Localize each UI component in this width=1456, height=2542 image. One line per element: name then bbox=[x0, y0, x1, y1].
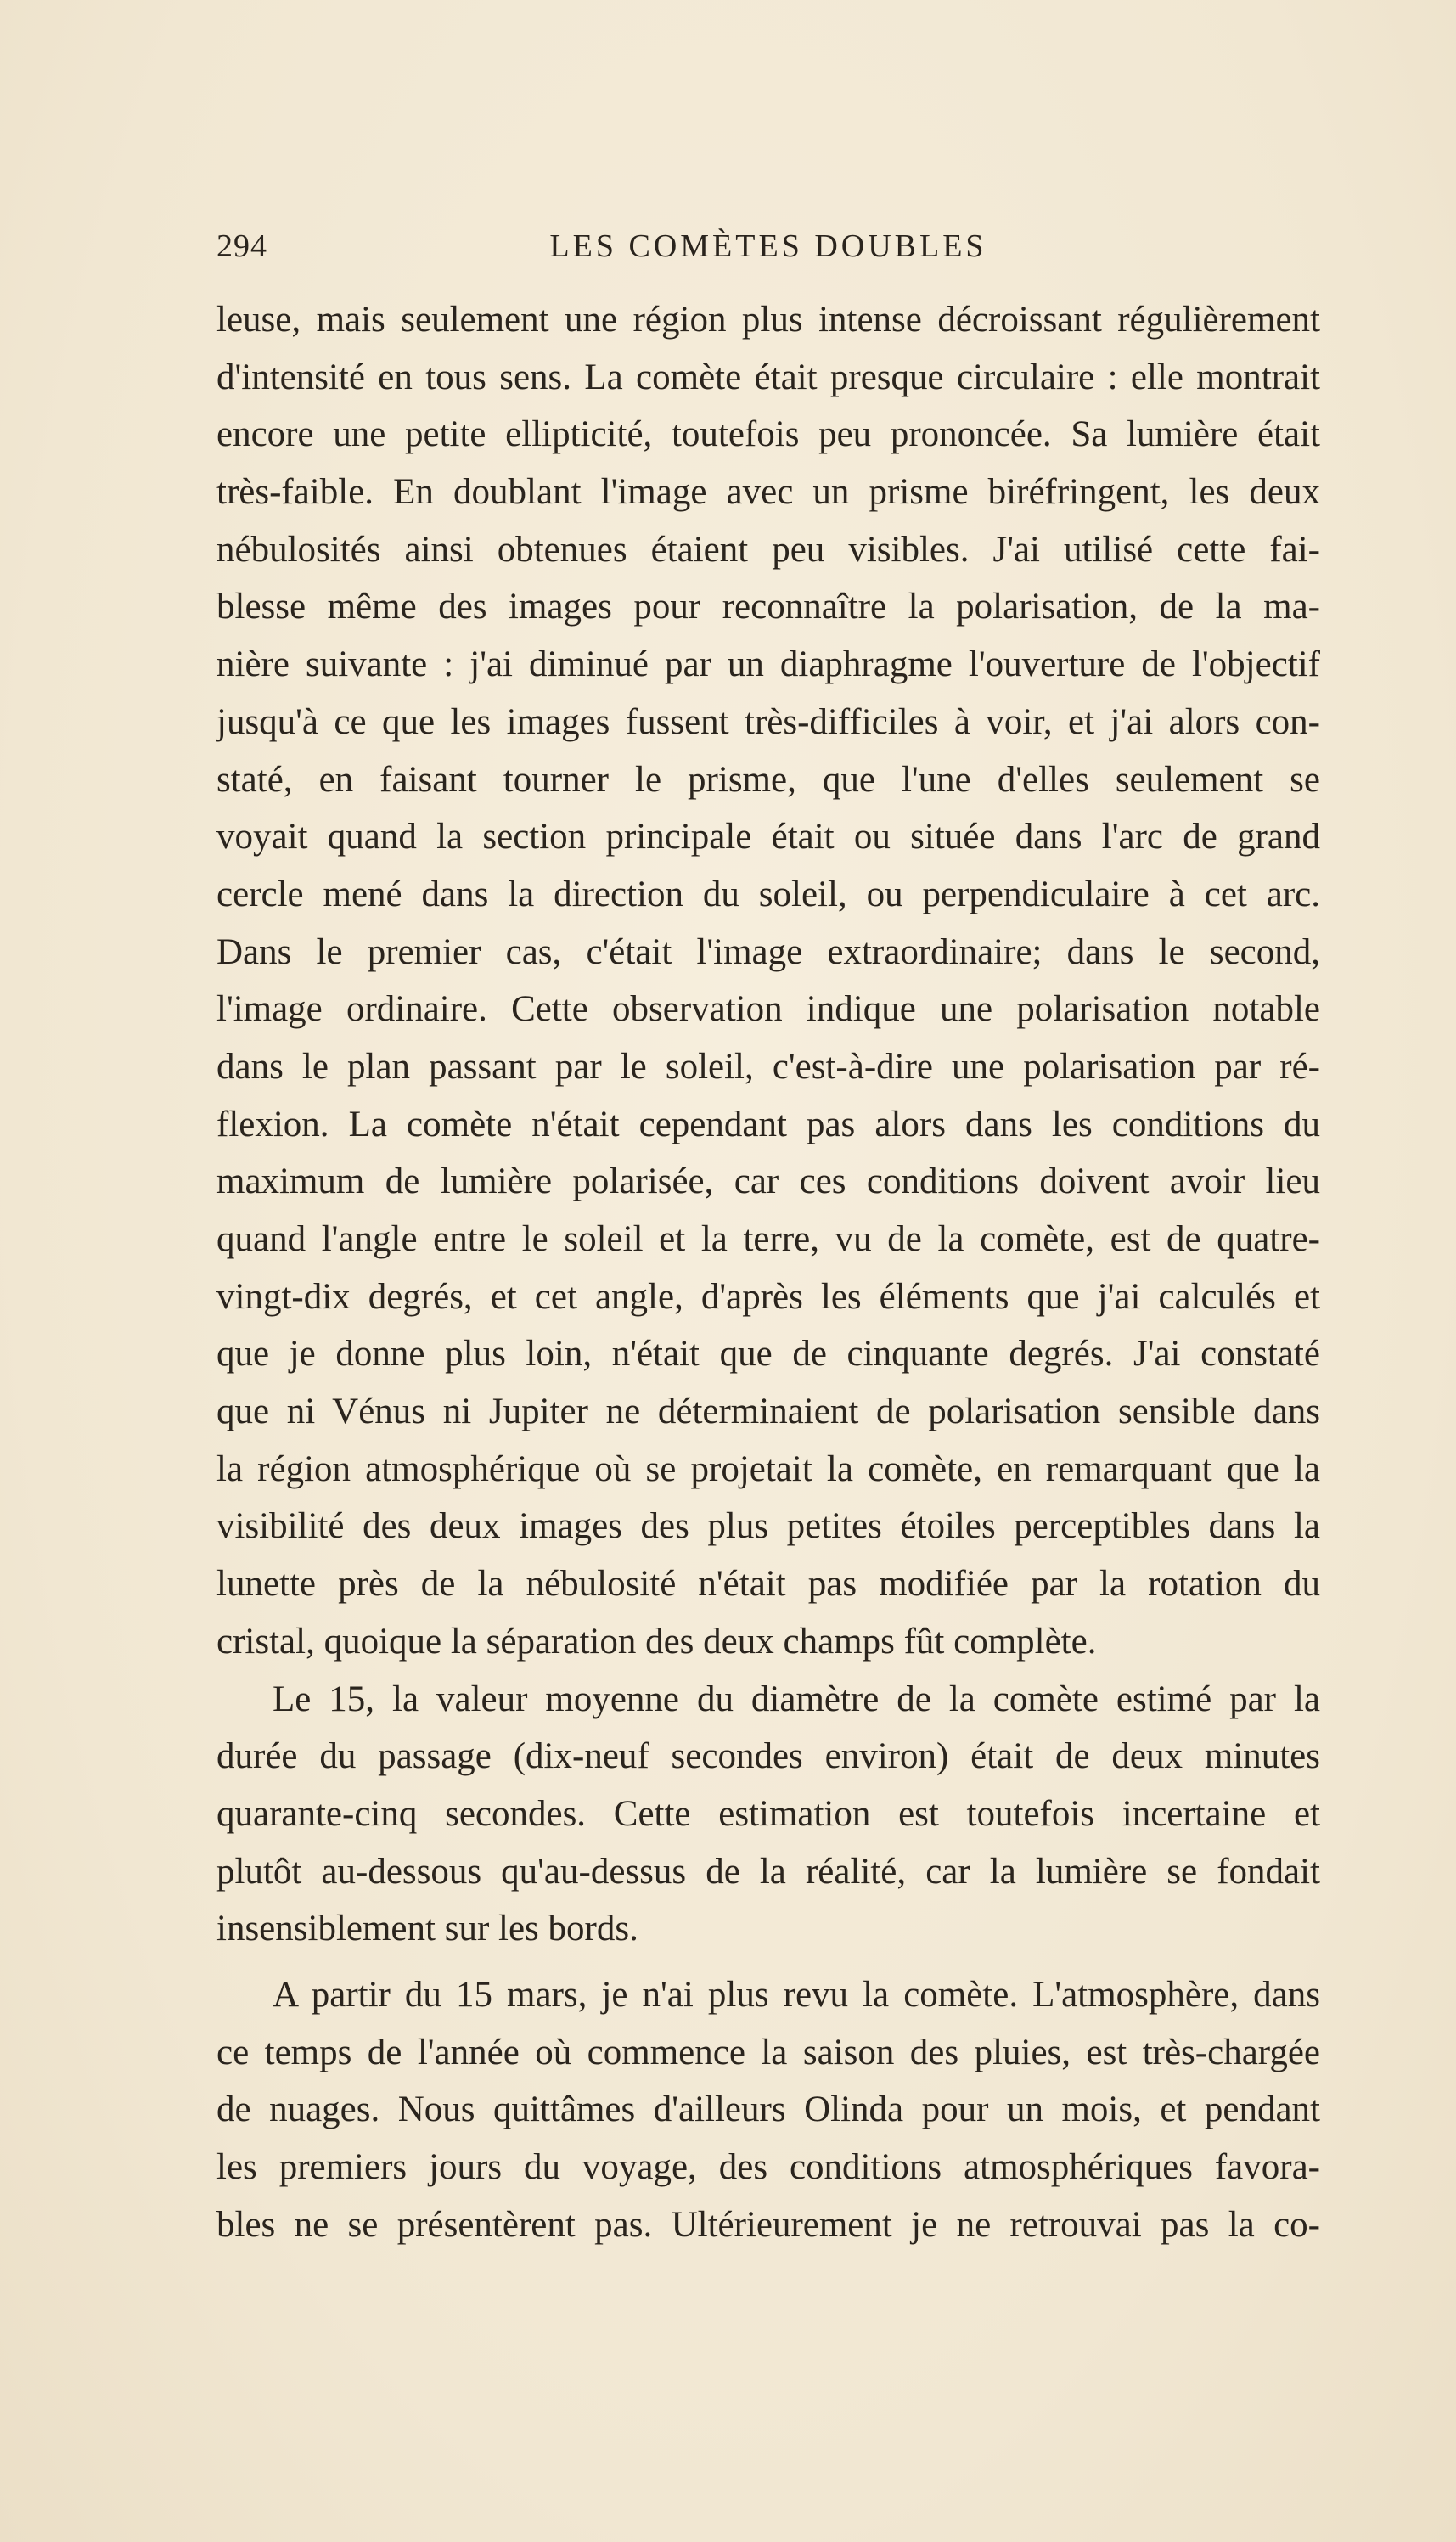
text-line: ce temps de l'année où commence la saison des pluies, est très-chargée bbox=[216, 2032, 1320, 2072]
text-line: la région atmosphérique où se projetait la comète, en remarquant que la bbox=[216, 1448, 1320, 1489]
text-line: les premiers jours du voyage, des conditions atmosphériques favora- bbox=[216, 2147, 1320, 2187]
text-line: que je donne plus loin, n'était que de cinquante degrés. J'ai constaté bbox=[216, 1334, 1320, 1375]
text-line: l'image ordinaire. Cette observation indique une polarisation notable bbox=[216, 989, 1320, 1030]
text-line: quand l'angle entre le soleil et la terre, vu de la comète, est de quatre- bbox=[216, 1219, 1320, 1259]
text-line: nébulosités ainsi obtenues étaient peu visibles. J'ai utilisé cette fai- bbox=[216, 529, 1320, 570]
paragraph bbox=[216, 291, 1320, 1671]
text-line: jusqu'à ce que les images fussent très-difficiles à voir, et j'ai alors con- bbox=[216, 701, 1320, 742]
text-line: maximum de lumière polarisée, car ces conditions doivent avoir lieu bbox=[216, 1161, 1320, 1202]
text-line: d'intensité en tous sens. La comète était presque circulaire : elle montrait bbox=[216, 357, 1320, 397]
text-line: visibilité des deux images des plus petites étoiles perceptibles dans la bbox=[216, 1506, 1320, 1547]
text-line: plutôt au-dessous qu'au-dessus de la réalité, car la lumière se fondait bbox=[216, 1851, 1320, 1892]
body-text bbox=[216, 291, 1320, 2253]
text-line: voyait quand la section principale était ou située dans l'arc de grand bbox=[216, 817, 1320, 858]
paragraph bbox=[216, 1671, 1320, 1958]
text-line: encore une petite ellipticité, toutefois peu prononcée. Sa lumière était bbox=[216, 414, 1320, 455]
text-line: staté, en faisant tourner le prisme, que l'une d'elles seulement se bbox=[216, 759, 1320, 800]
text-line: blesse même des images pour reconnaître la polarisation, de la ma- bbox=[216, 587, 1320, 627]
text-line: que ni Vénus ni Jupiter ne déterminaient de polarisation sensible dans bbox=[216, 1392, 1320, 1432]
page-number: 294 bbox=[216, 228, 267, 264]
text-line: flexion. La comète n'était cependant pas alors dans les conditions du bbox=[216, 1104, 1320, 1144]
text-line: quarante-cinq secondes. Cette estimation est toutefois incertaine et bbox=[216, 1793, 1320, 1834]
text-line: cristal, quoique la séparation des deux champs fût complète. bbox=[216, 1621, 1097, 1662]
text-line: insensiblement sur les bords. bbox=[216, 1909, 638, 1949]
text-line: leuse, mais seulement une région plus intense décroissant régulièrement bbox=[216, 300, 1320, 340]
text-line: durée du passage (dix-neuf secondes environ) était de deux minutes bbox=[216, 1736, 1320, 1777]
text-line: de nuages. Nous quittâmes d'ailleurs Olinda pour un mois, et pendant bbox=[216, 2089, 1320, 2130]
running-title: LES COMÈTES DOUBLES bbox=[549, 228, 987, 264]
paragraph-gap bbox=[216, 1958, 1320, 1966]
text-line: vingt-dix degrés, et cet angle, d'après les éléments que j'ai calculés et bbox=[216, 1276, 1320, 1317]
text-line: Le 15, la valeur moyenne du diamètre de la comète estimé par la bbox=[273, 1679, 1320, 1719]
paragraph bbox=[216, 1966, 1320, 2253]
text-line: bles ne se présentèrent pas. Ultérieurement je ne retrouvai pas la co- bbox=[216, 2204, 1320, 2245]
page-header bbox=[216, 228, 1320, 270]
text-line: dans le plan passant par le soleil, c'est-à-dire une polarisation par ré- bbox=[216, 1046, 1320, 1087]
text-line: cercle mené dans la direction du soleil, ou perpendiculaire à cet arc. bbox=[216, 874, 1320, 914]
text-line: nière suivante : j'ai diminué par un diaphragme l'ouverture de l'objectif bbox=[216, 644, 1320, 685]
text-line: lunette près de la nébulosité n'était pas modifiée par la rotation du bbox=[216, 1564, 1320, 1605]
text-line: A partir du 15 mars, je n'ai plus revu la comète. L'atmosphère, dans bbox=[273, 1974, 1320, 2015]
text-line: très-faible. En doublant l'image avec un prisme biréfringent, les deux bbox=[216, 472, 1320, 513]
text-line: Dans le premier cas, c'était l'image extraordinaire; dans le second, bbox=[216, 931, 1320, 972]
